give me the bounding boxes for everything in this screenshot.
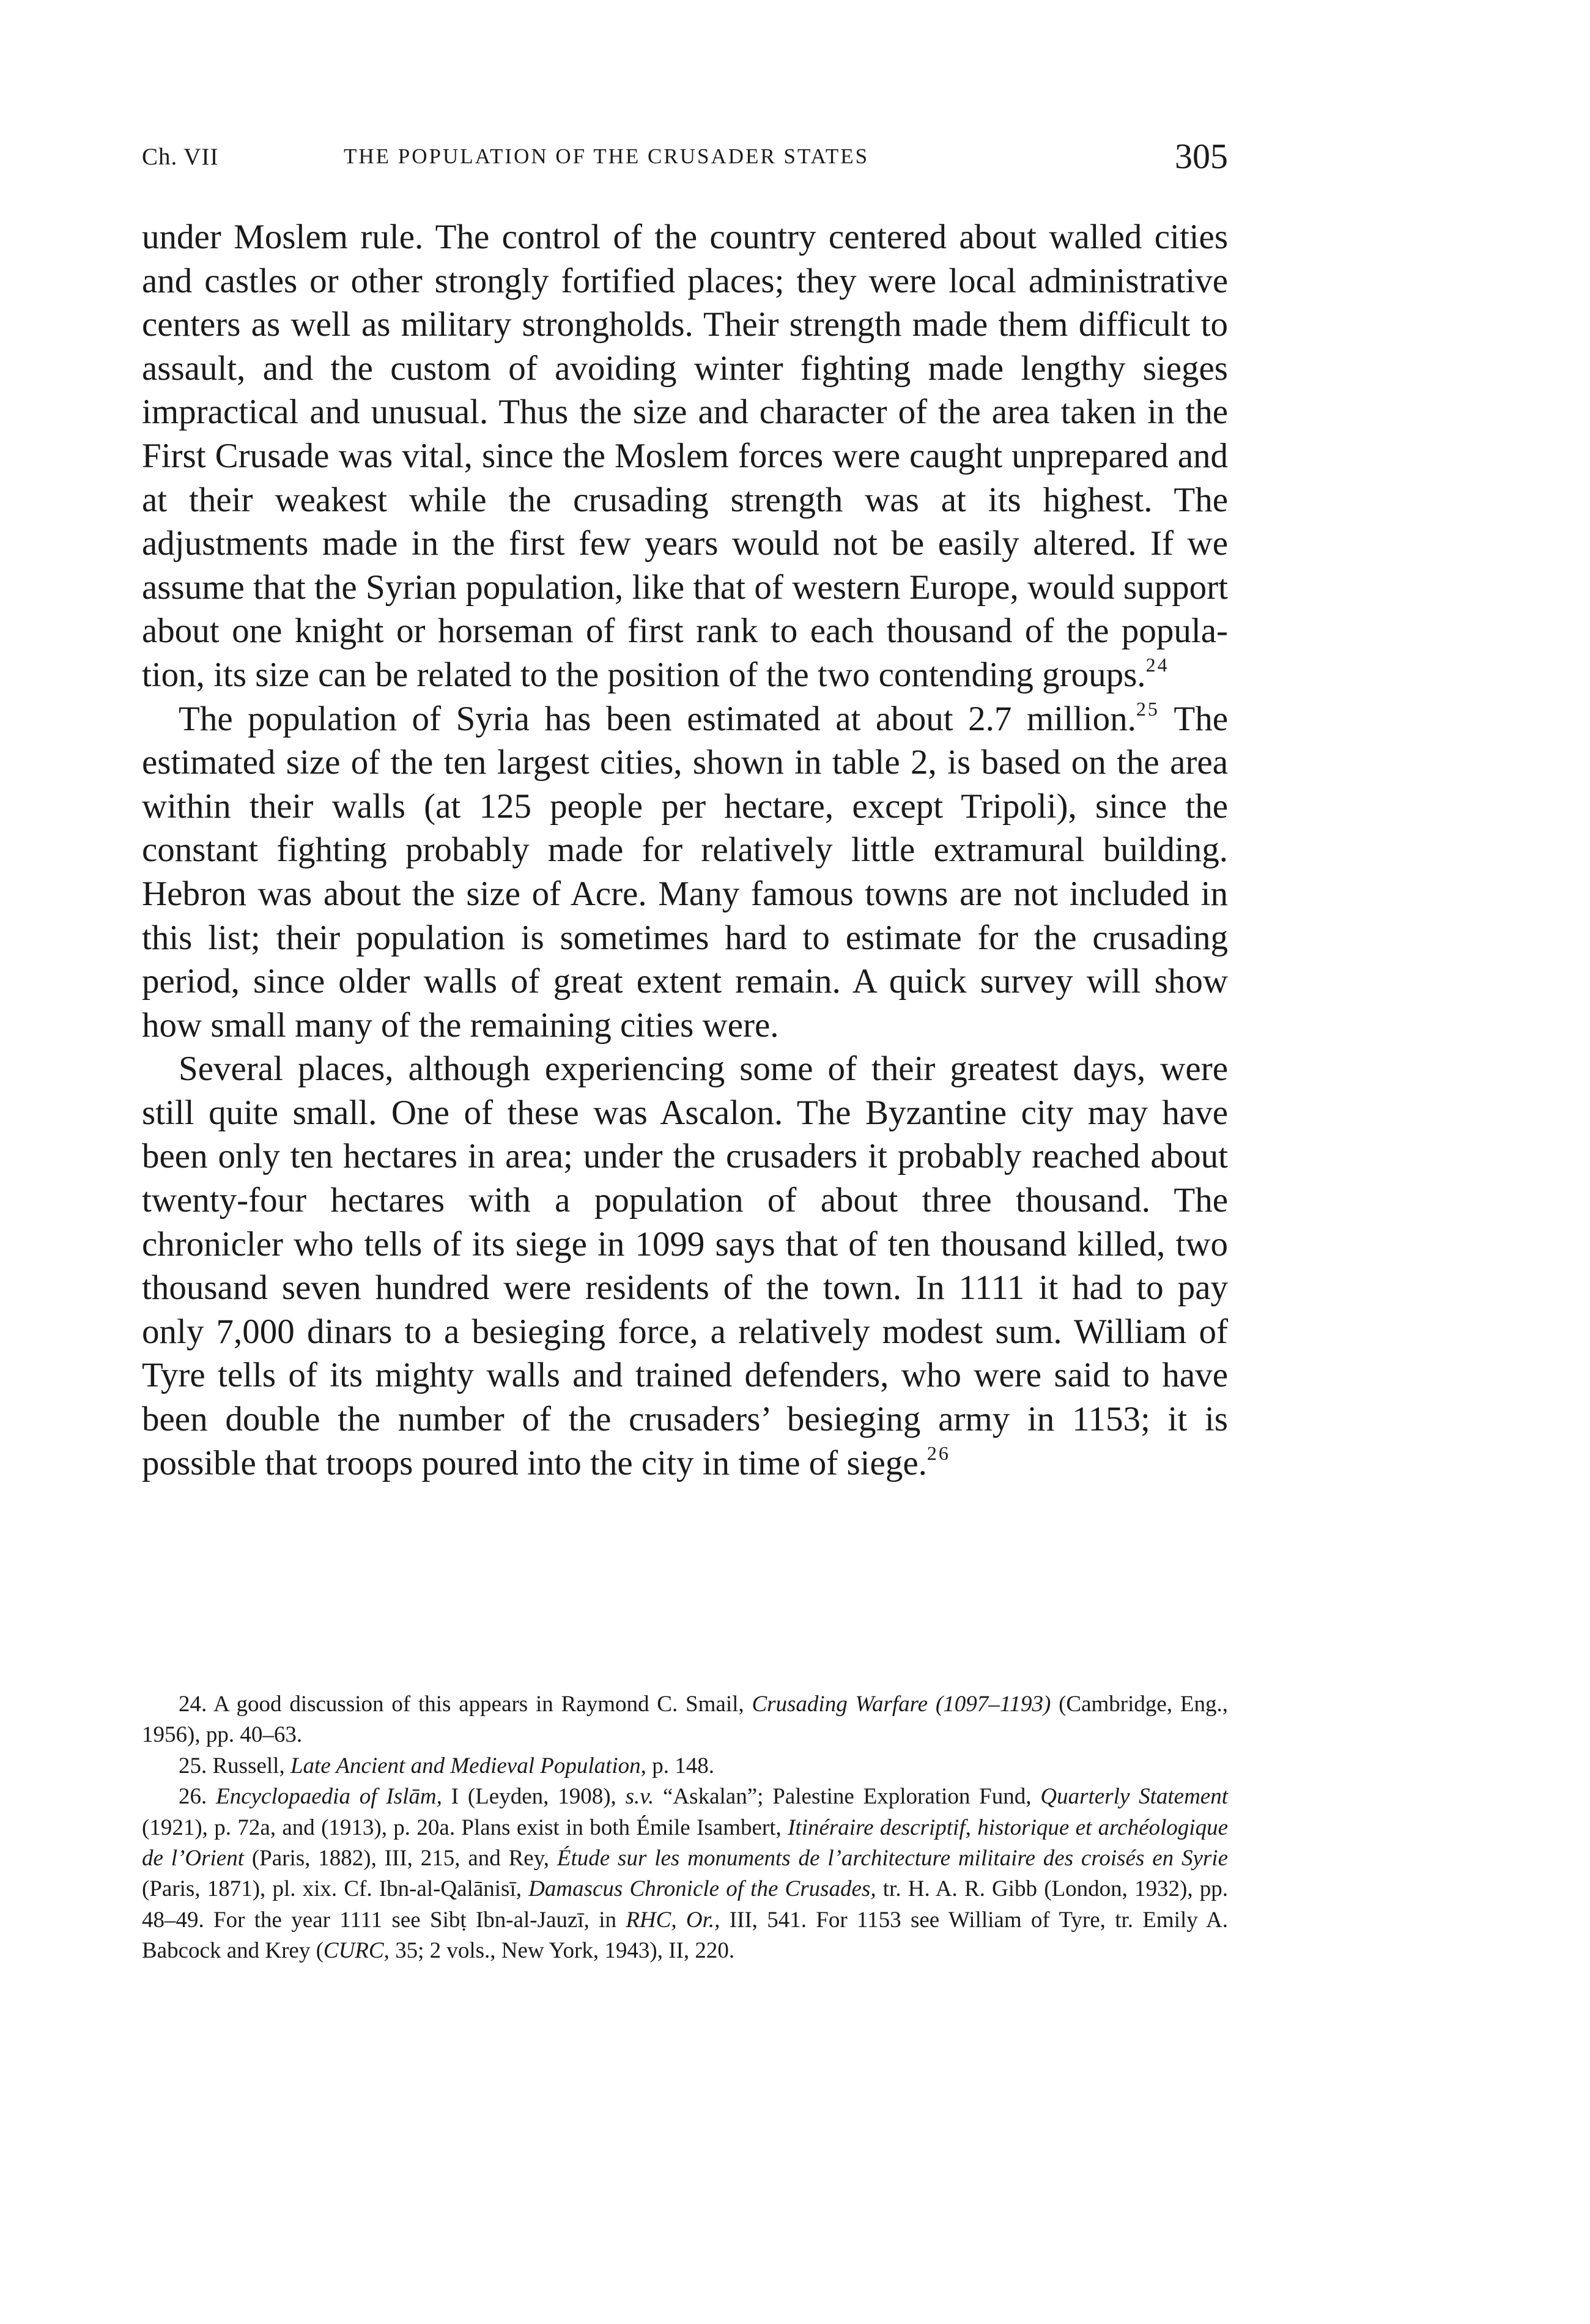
footnote-25 bbox=[142, 1751, 1228, 1782]
paragraph-2-text-b: The estimated size of the ten largest cities, shown in table 2, is based on the area within their walls (at 125 people per hectare, except Tripoli), since the constant fighting probably made for relatively little extramural building. Hebron was about the size of Acre. Many famous towns are not included in this list; their population is sometimes hard to estimate for the crusading period, since older walls of great extent remain. A quick survey will show how small many of the remaining cities were. bbox=[142, 699, 1228, 1045]
footnote-24-text-b: (Cambridge, Eng., 1956), pp. 40–63. bbox=[142, 1692, 1228, 1748]
footnote-26-title-2: Quarterly Statement bbox=[1040, 1784, 1229, 1810]
footnote-ref-24: 24 bbox=[1145, 653, 1169, 676]
paragraph-2 bbox=[142, 697, 1228, 1048]
footnotes bbox=[142, 1689, 1228, 1967]
footnote-26-sv: s.v. bbox=[625, 1784, 654, 1810]
paragraph-3-text: Several places, although experiencing some of their greatest days, were still quite small. One of these was Ascalon. The Byzantine city may have been only ten hectares in area; under the crusaders it probably reached about twenty-four hectares with a population of about three thousand. The chronicler who tells of its siege in 1099 says that of ten thousand killed, two thousand seven hundred were residents of the town. In 1111 it had to pay only 7,000 dinars to a besieging force, a relatively modest sum. William of Tyre tells of its mighty walls and trained defenders, who were said to have been double the number of the crusaders’ besieging army in 1153; it is possible that troops poured into the city in time of siege. bbox=[142, 1049, 1228, 1482]
footnote-26-text-j: 35; 2 vols., New York, 1943), II, 220. bbox=[389, 1938, 735, 1964]
footnote-26-title-7: CURC, bbox=[323, 1938, 390, 1964]
footnote-26-title-4: Étude sur les monuments de l’architecture militaire des croisés en Syrie bbox=[556, 1846, 1229, 1871]
chapter-label: Ch. VII bbox=[142, 144, 219, 170]
footnote-26-text-f: (Paris, 1871), pl. xix. Cf. Ibn-al-Qalānisī, bbox=[142, 1876, 529, 1902]
page-number: 305 bbox=[1175, 136, 1228, 176]
footnote-26-title-6: RHC, Or., bbox=[626, 1907, 720, 1933]
footnote-24 bbox=[142, 1689, 1228, 1751]
footnote-25-title: Late Ancient and Medieval Population, bbox=[290, 1753, 646, 1778]
running-head bbox=[142, 136, 1228, 179]
footnote-26-text-b: I (Leyden, 1908), bbox=[442, 1784, 626, 1810]
footnote-25-text-a: 25. Russell, bbox=[179, 1753, 290, 1778]
paragraph-1-text: under Moslem rule. The control of the country centered about walled cities and castles or other strongly fortified places; they were local administrative centers as well as military strongholds. Their strength made them difficult to assault, and the custom of avoiding winter fighting made lengthy sieges impractical and unusual. Thus the size and character of the area taken in the First Crusade was vital, since the Moslem forces were caught unprepared and at their weakest while the crusading strength was at its highest. The adjustments made in the first few years would not be easily altered. If we assume that the Syrian population, like that of western Europe, would support about one knight or horseman of first rank to each thousand of the population, its size can be related to the position of the two contending groups. bbox=[142, 218, 1228, 694]
footnote-26-title-3: Itinéraire descriptif, historique et archéologique de l’Orient bbox=[142, 1815, 1228, 1871]
footnote-26-title-1: Encyclopaedia of Islām, bbox=[216, 1784, 442, 1810]
footnote-24-text-a: 24. A good discussion of this appears in Raymond C. Smail, bbox=[179, 1692, 752, 1717]
footnote-26-text-d: (1921), p. 72a, and (1913), p. 20a. Plans exist in both Émile Isambert, bbox=[142, 1815, 788, 1840]
paragraph-1 bbox=[142, 215, 1228, 697]
footnote-24-title: Crusading Warfare (1097–1193) bbox=[752, 1692, 1051, 1717]
footnote-26-text-c: “Askalan”; Palestine Exploration Fund, bbox=[654, 1784, 1041, 1810]
main-text bbox=[142, 215, 1228, 1485]
footnote-26-text-g: tr. H. A. R. Gibb (London, 1932), pp. 48–49. For the year 1111 see Sibṭ Ibn-al-Jauzī, in bbox=[142, 1876, 1229, 1933]
footnote-ref-25: 25 bbox=[1136, 697, 1159, 720]
footnote-26-text-e: (Paris, 1882), III, 215, and Rey, bbox=[243, 1846, 557, 1871]
paragraph-3 bbox=[142, 1047, 1228, 1485]
footnote-26-text-a: 26. bbox=[179, 1784, 216, 1810]
footnote-26 bbox=[142, 1782, 1228, 1966]
footnote-ref-26: 26 bbox=[926, 1441, 950, 1464]
footnote-26-text-h: III, 541. For 1153 see William of Tyre, tr. Emily A. Babcock and Krey ( bbox=[142, 1907, 1229, 1964]
paragraph-2-text-a: The population of Syria has been estimated at about 2.7 million. bbox=[179, 699, 1136, 738]
footnote-26-title-5: Damascus Chronicle of the Crusades, bbox=[528, 1876, 876, 1902]
running-title: THE POPULATION OF THE CRUSADER STATES bbox=[344, 144, 870, 168]
footnote-25-text-b: p. 148. bbox=[646, 1753, 714, 1778]
